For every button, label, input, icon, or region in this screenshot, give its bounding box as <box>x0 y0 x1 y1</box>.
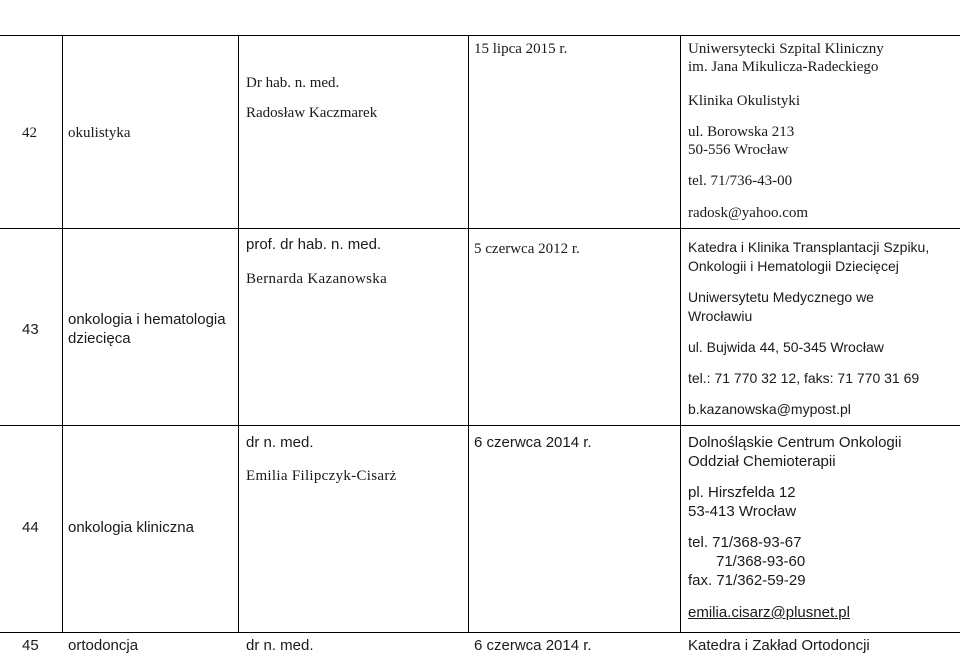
email: b.kazanowska@mypost.pl <box>688 401 851 417</box>
address-line: Dolnośląskie Centrum Onkologii <box>688 434 902 451</box>
doctor-name: Bernarda Kazanowska <box>246 271 388 287</box>
address-line: Uniwersytecki Szpital Kliniczny <box>688 41 884 57</box>
table-border <box>468 35 469 632</box>
doctor-title: Dr hab. n. med. <box>246 75 340 91</box>
doctor-title: prof. dr hab. n. med. <box>246 236 382 253</box>
row-number: 42 <box>22 125 37 141</box>
address-line: 50-556 Wrocław <box>688 142 789 158</box>
address-line: 53-413 Wrocław <box>688 503 797 520</box>
doctor-title: dr n. med. <box>246 434 314 451</box>
address-line: ul. Bujwida 44, 50-345 Wrocław <box>688 339 884 355</box>
doctor-name: Emilia Filipczyk-Cisarż <box>246 468 397 484</box>
table-border <box>0 425 960 426</box>
date: 15 lipca 2015 r. <box>474 41 568 57</box>
table-border <box>62 35 63 632</box>
table-border <box>238 35 239 632</box>
email-link[interactable]: emilia.cisarz@plusnet.pl <box>688 604 850 621</box>
date: 6 czerwca 2014 r. <box>474 637 592 654</box>
specialty: onkologia kliniczna <box>68 519 194 536</box>
address-line: Onkologii i Hematologii Dziecięcej <box>688 258 899 274</box>
address-line: pl. Hirszfelda 12 <box>688 484 796 501</box>
address-line: 71/368-93-60 <box>716 553 806 570</box>
row-number: 45 <box>22 637 39 654</box>
table-border <box>680 35 681 632</box>
address-line: fax. 71/362-59-29 <box>688 572 806 589</box>
address-line: tel.: 71 770 32 12, faks: 71 770 31 69 <box>688 370 920 386</box>
specialty: onkologia i hematologia <box>68 311 226 328</box>
specialty: ortodoncja <box>68 637 139 654</box>
date: 5 czerwca 2012 r. <box>474 241 580 257</box>
date: 6 czerwca 2014 r. <box>474 434 592 451</box>
address-line: Wrocławiu <box>688 308 753 324</box>
address-line: tel. 71/736-43-00 <box>688 173 793 189</box>
address-line: im. Jana Mikulicza-Radeckiego <box>688 59 879 75</box>
address-line: Klinika Okulistyki <box>688 93 801 109</box>
table-border <box>0 632 960 633</box>
address-line: tel. 71/368-93-67 <box>688 534 802 551</box>
specialty: okulistyka <box>68 125 131 141</box>
address-line: Oddział Chemioterapii <box>688 453 836 470</box>
table-border <box>0 35 960 36</box>
address-line: Katedra i Klinika Transplantacji Szpiku, <box>688 239 930 255</box>
address-line: Uniwersytetu Medycznego we <box>688 289 874 305</box>
address-line: ul. Borowska 213 <box>688 124 795 140</box>
row-number: 43 <box>22 321 39 338</box>
doctor-name: Radosław Kaczmarek <box>246 105 378 121</box>
table-border <box>0 228 960 229</box>
row-number: 44 <box>22 519 39 536</box>
address-line: Katedra i Zakład Ortodoncji <box>688 637 870 654</box>
specialty: dziecięca <box>68 330 131 347</box>
doctor-title: dr n. med. <box>246 637 314 654</box>
email: radosk@yahoo.com <box>688 205 809 221</box>
